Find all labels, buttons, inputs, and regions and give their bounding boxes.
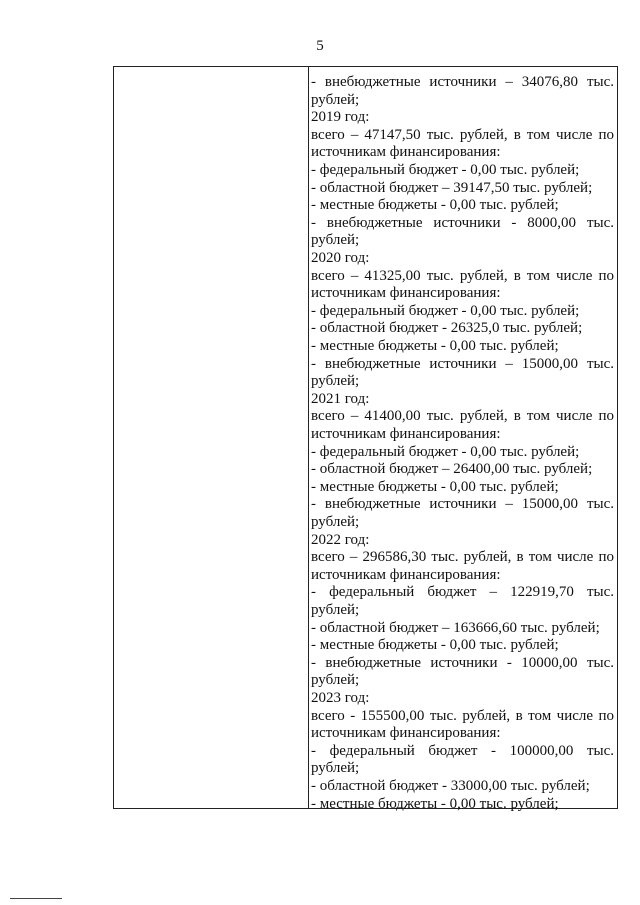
text-line: - местные бюджеты - 0,00 тыс. рублей; [311,197,559,214]
text-line: - федеральный бюджет - 0,00 тыс. рублей; [311,302,580,319]
text-line: всего – 41400,00 тыс. рублей, в том числе по [311,408,614,425]
text-line: - федеральный бюджет - 0,00 тыс. рублей; [311,162,580,178]
footer-rule [10,898,62,899]
text-line: - областной бюджет – 163666,60 тыс. рублей; [311,619,600,636]
text-line: - федеральный бюджет – 122919,70 тыс. [311,584,614,601]
text-line: - местные бюджеты - 0,00 тыс. рублей; [311,795,559,812]
page-number: 5 [316,38,324,54]
text-line: источникам финансирования: [311,725,501,742]
text-line: - внебюджетные источники – 15000,00 тыс. [311,355,614,372]
text-line: 2022 год: [311,531,370,548]
table-right-cell [308,67,617,812]
text-line: рублей; [311,232,360,249]
text-line: - внебюджетные источники - 8000,00 тыс. [311,214,614,231]
text-line: рублей; [311,672,360,689]
text-line: - внебюджетные источники - 10000,00 тыс. [311,654,614,671]
text-line: рублей; [311,514,360,530]
text-line: всего – 296586,30 тыс. рублей, в том числе по [311,549,614,566]
financing-table [113,66,618,812]
text-line: всего – 47147,50 тыс. рублей, в том числе по [311,126,614,143]
text-line: всего – 41325,00 тыс. рублей, в том числе по [311,267,614,284]
text-line: 2019 год: [311,109,370,126]
text-line: - местные бюджеты - 0,00 тыс. рублей; [311,338,559,354]
text-line: - внебюджетные источники – 34076,80 тыс. [311,74,614,90]
text-line: - федеральный бюджет - 0,00 тыс. рублей; [311,443,580,460]
text-line: 2023 год: [311,690,370,706]
text-line: рублей; [311,373,360,390]
text-line: источникам финансирования: [311,285,501,302]
text-line: - областной бюджет – 39147,50 тыс. рублей; [311,179,593,196]
text-line: источникам финансирования: [311,144,501,161]
text-line: рублей; [311,91,360,108]
table-left-cell [114,67,309,808]
text-line: - внебюджетные источники – 15000,00 тыс. [311,496,614,513]
text-line: - федеральный бюджет - 100000,00 тыс. [311,742,614,759]
text-line: - местные бюджеты - 0,00 тыс. рублей; [311,478,559,495]
text-line: 2020 год: [311,250,370,266]
text-line: рублей; [311,760,360,777]
text-line: источникам финансирования: [311,426,501,442]
text-line: - областной бюджет – 26400,00 тыс. рублей; [311,461,593,478]
text-line: рублей; [311,602,360,618]
text-line: всего - 155500,00 тыс. рублей, в том числе по [311,707,614,724]
text-line: - областной бюджет - 26325,0 тыс. рублей; [311,320,583,337]
text-line: - областной бюджет - 33000,00 тыс. рублей; [311,778,590,794]
text-line: 2021 год: [311,390,370,407]
text-line: источникам финансирования: [311,566,501,583]
text-line: - местные бюджеты - 0,00 тыс. рублей; [311,637,559,654]
